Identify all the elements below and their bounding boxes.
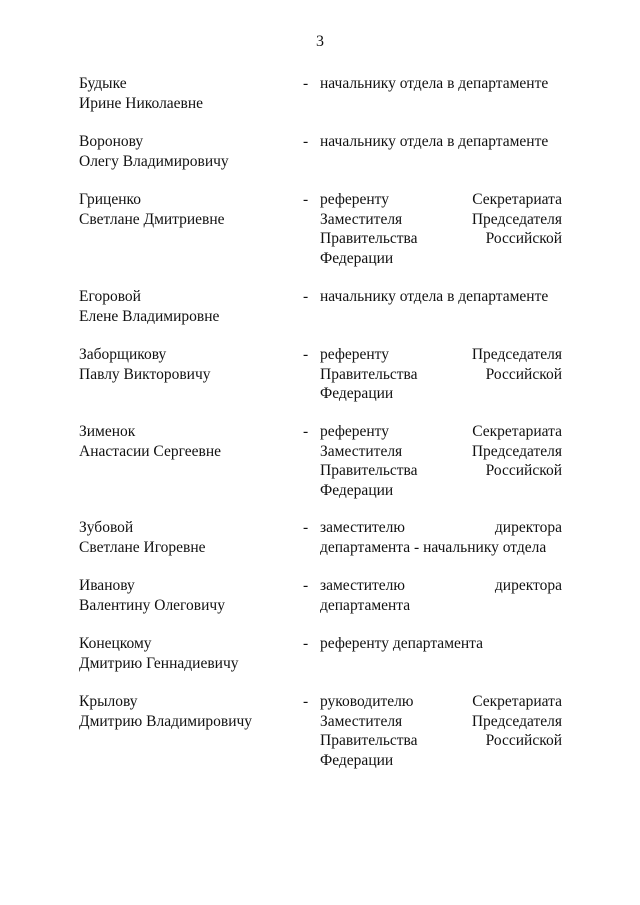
person-given-name: Светлане Дмитриевне xyxy=(79,210,225,228)
person-given-name: Павлу Викторовичу xyxy=(79,365,211,383)
person-name xyxy=(79,345,294,384)
person-position: референту департамента xyxy=(320,635,484,652)
separator-dash: - xyxy=(303,519,309,536)
person-position: начальнику отдела в департаменте xyxy=(320,133,549,150)
person-given-name: Валентину Олеговичу xyxy=(79,596,225,614)
person-surname: Гриценко xyxy=(79,191,141,208)
person-name xyxy=(79,190,294,229)
person-name xyxy=(79,74,294,113)
person-given-name: Дмитрию Владимировичу xyxy=(79,712,253,730)
person-given-name: Елене Владимировне xyxy=(79,307,220,325)
separator-dash: - xyxy=(303,577,309,594)
person-position: референту Секретариата Заместителя Председателя Правительства Российской Федерации xyxy=(320,423,562,499)
person-surname: Зименок xyxy=(79,423,136,440)
separator-dash: - xyxy=(303,423,309,440)
person-position: референту Секретариата Заместителя Председателя Правительства Российской Федерации xyxy=(320,191,562,267)
separator-dash: - xyxy=(303,693,309,710)
person-name xyxy=(79,287,294,326)
person-surname: Конецкому xyxy=(79,635,152,652)
person-name xyxy=(79,692,294,731)
person-surname: Воронову xyxy=(79,133,144,150)
person-position: начальнику отдела в департаменте xyxy=(320,75,549,92)
separator-dash: - xyxy=(303,75,309,92)
person-surname: Крылову xyxy=(79,693,138,710)
person-given-name: Олегу Владимировичу xyxy=(79,152,229,170)
separator-dash: - xyxy=(303,133,309,150)
person-surname: Заборщикову xyxy=(79,346,167,363)
person-name xyxy=(79,518,294,557)
separator-dash: - xyxy=(303,288,309,305)
person-name xyxy=(79,132,294,171)
person-name xyxy=(79,422,294,461)
person-surname: Егоровой xyxy=(79,288,141,305)
person-surname: Иванову xyxy=(79,577,135,594)
person-given-name: Ирине Николаевне xyxy=(79,94,204,112)
person-given-name: Анастасии Сергеевне xyxy=(79,442,221,460)
person-name xyxy=(79,576,294,615)
person-surname: Будыке xyxy=(79,75,127,92)
person-position: руководителю Секретариата Заместителя Председателя Правительства Российской Федерации xyxy=(320,693,562,769)
person-surname: Зубовой xyxy=(79,519,134,536)
page-number: 3 xyxy=(316,33,324,50)
separator-dash: - xyxy=(303,191,309,208)
person-position: заместителю директора департамента - начальнику отдела xyxy=(320,519,562,556)
separator-dash: - xyxy=(303,635,309,652)
person-position: референту Председателя Правительства Российской Федерации xyxy=(320,346,562,402)
person-position: заместителю директора департамента xyxy=(320,577,562,614)
separator-dash: - xyxy=(303,346,309,363)
person-position: начальнику отдела в департаменте xyxy=(320,288,549,305)
person-given-name: Светлане Игоревне xyxy=(79,538,206,556)
person-name xyxy=(79,634,294,673)
person-given-name: Дмитрию Геннадиевичу xyxy=(79,654,239,672)
